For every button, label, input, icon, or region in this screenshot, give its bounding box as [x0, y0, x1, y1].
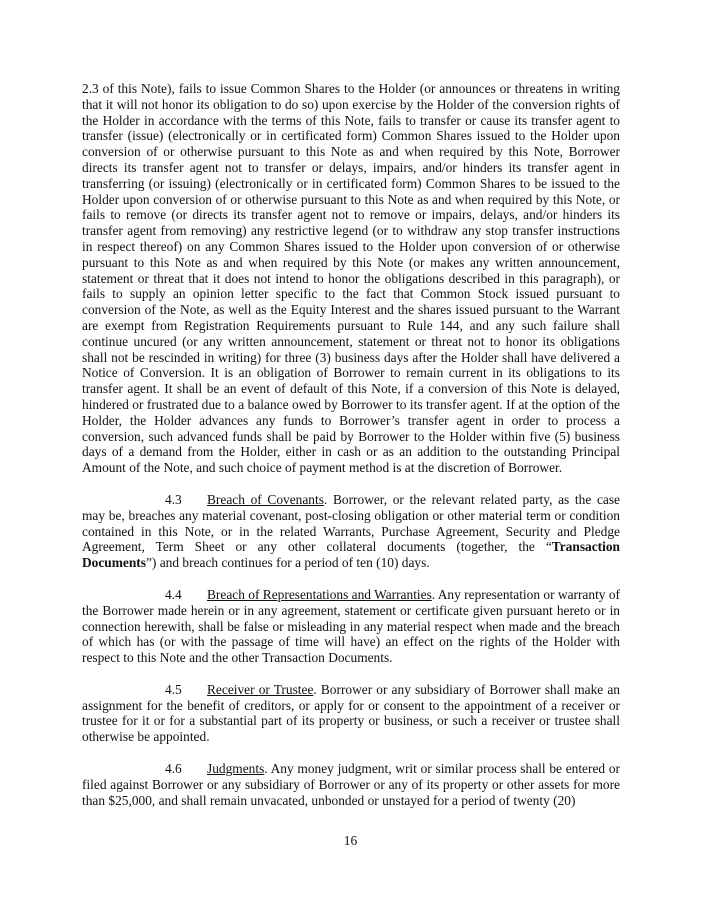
continuation-paragraph: 2.3 of this Note), fails to issue Common Shares to the Holder (or announces or threatens in writing that it will not honor its obligation to do so) upon exercise by the Holder of the conversion rights of the Holder in accordance with the terms of this Note, fails to transfer or cause its transfer agent to transfer (issue) (electronically or in certificated form) Common Shares issued to the Holder upon conversion of or otherwise pursuant to this Note as and when required by this Note, Borrower directs its transfer agent not to transfer or delays, impairs, and/or hinders its transfer agent in transferring (or issuing) (electronically or in certificated form) Common Shares to be issued to the Holder upon conversion of or otherwise pursuant to this Note as and when required by this Note, or fails to remove (or directs its transfer agent not to remove or impairs, delays, and/or hinders its transfer agent from removing) any restrictive legend (or to withdraw any stop transfer instructions in respect thereof) on any Common Shares issued to the Holder upon conversion of or otherwise pursuant to this Note as and when required by this Note (or makes any written announcement, statement or threat that it does not intend to honor the obligations described in this paragraph), or fails to supply an opinion letter specific to the fact that Common Stock issued pursuant to conversion of the Note, as well as the Equity Interest and the shares issued pursuant to the Warrant are exempt from Registration Requirements pursuant to Rule 144, and any such failure shall continue uncured (or any written announcement, statement or threat not to honor its obligations shall not be rescinded in writing) for three (3) business days after the Holder shall have delivered a Notice of Conversion. It is an obligation of Borrower to remain current in its obligations to its transfer agent. It shall be an event of default of this Note, if a conversion of this Note is delayed, hindered or frustrated due to a balance owed by Borrower to its transfer agent. If at the option of the Holder, the Holder advances any funds to Borrower’s transfer agent in order to process a conversion, such advanced funds shall be paid by Borrower to the Holder within five (5) business days of a demand from the Holder, either in cash or as an addition to the outstanding Principal Amount of the Note, and such choice of payment method is at the discretion of Borrower. — [82, 81, 620, 476]
section-4-5 — [82, 682, 620, 745]
section-4-4 — [82, 587, 620, 666]
section-text: . Borrower, or the relevant related party, as the case may be, breaches any material covenant, post-closing obligation or other material term or condition contained in this Note, or in the related Warrants, Purchase Agreement, Security and Pledge Agreement, Term Sheet or any other collateral documents (together, the “ — [82, 491, 620, 555]
defined-term: Transaction Documents — [82, 539, 620, 571]
section-heading: Receiver or Trustee — [207, 681, 314, 697]
document-page — [82, 81, 620, 808]
section-text: . Any money judgment, writ or similar process shall be entered or filed against Borrower or any subsidiary of Borrower or any of its property or other assets for more than $25,000, and shall remain unvacated, unbonded or unstayed for a period of twenty (20) — [82, 761, 620, 808]
section-number: 4.6 — [165, 761, 182, 777]
section-heading: Breach of Covenants — [207, 491, 324, 507]
section-4-3 — [82, 492, 620, 571]
section-heading: Judgments — [207, 761, 265, 777]
section-text-end: ”) and breach continues for a period of ten (10) days. — [145, 555, 430, 571]
section-number: 4.4 — [165, 586, 182, 602]
page-number: 16 — [343, 833, 358, 848]
section-heading: Breach of Representations and Warranties — [207, 586, 432, 602]
section-4-6 — [82, 761, 620, 808]
section-text: . Any representation or warranty of the Borrower made herein or in any agreement, statement or certificate given pursuant hereto or in connection herewith, shall be false or misleading in any material respect when made and the breach of which has (or with the passage of time will have) an effect on the rights of the Holder with respect to this Note and the other Transaction Documents. — [82, 586, 620, 666]
section-text: . Borrower or any subsidiary of Borrower shall make an assignment for the benefit of creditors, or apply for or consent to the appointment of a receiver or trustee for it or for a substantial part of its property or business, or such a receiver or trustee shall otherwise be appointed. — [82, 681, 620, 745]
section-number: 4.3 — [165, 491, 182, 507]
section-number: 4.5 — [165, 681, 182, 697]
